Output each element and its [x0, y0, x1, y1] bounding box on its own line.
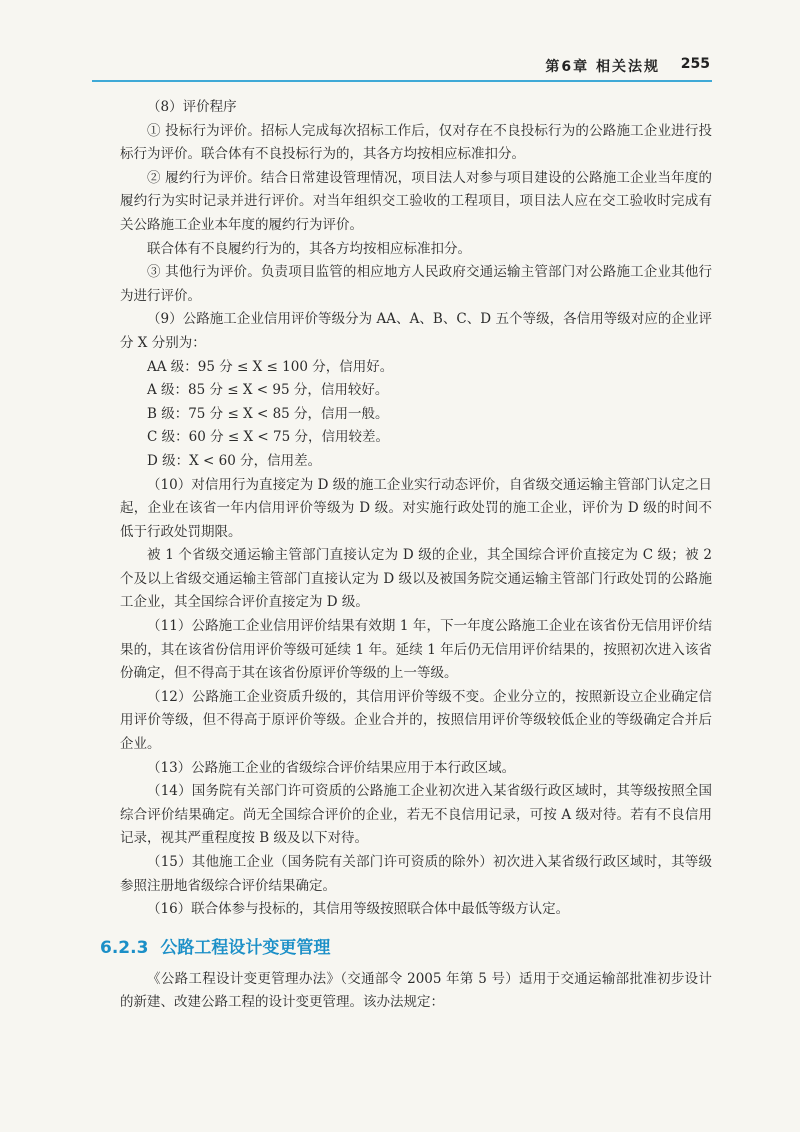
paragraph: A 级：85 分 ≤ X < 95 分，信用较好。 [147, 382, 389, 399]
paragraph: （14）国务院有关部门许可资质的公路施工企业初次进入某省级行政区域时，其等级按照全国综合评价结果确定。尚无全国综合评价的企业，若无不良信用记录，可按 A 级对待。若有不良信用记录，视其严重程度按 B 级及以下对待。 [120, 783, 712, 847]
paragraph: 《公路工程设计变更管理办法》（交通部令 2005 年第 5 号）适用于交通运输部批准初步设计的新建、改建公路工程的设计变更管理。该办法规定： [120, 970, 712, 1011]
paragraph: 被 1 个省级交通运输主管部门直接认定为 D 级的企业，其全国综合评价直接定为 C 级；被 2 个及以上省级交通运输主管部门直接认定为 D 级以及被国务院交通运输主管部门行政处罚的公路施工企业，其全国综合评价直接定为 D 级。 [120, 547, 712, 611]
paragraph: ① 投标行为评价。招标人完成每次招标工作后，仅对存在不良投标行为的公路施工企业进行投标行为评价。联合体有不良投标行为的，其各方均按相应标准扣分。 [120, 122, 712, 163]
paragraph: （15）其他施工企业（国务院有关部门许可资质的除外）初次进入某省级行政区域时，其等级参照注册地省级综合评价结果确定。 [120, 854, 712, 894]
paragraph: （16）联合体参与投标的，其信用等级按照联合体中最低等级方认定。 [147, 901, 570, 918]
section-heading [100, 934, 712, 962]
paragraph: ③ 其他行为评价。负责项目监管的相应地方人民政府交通运输主管部门对公路施工企业其他行为进行评价。 [120, 264, 712, 304]
paragraph: （11）公路施工企业信用评价结果有效期 1 年，下一年度公路施工企业在该省份无信用评价结果的，其在该省份信用评价等级可延续 1 年。延续 1 年后仍无信用评价结果的，按照初次进入该省份确定，但不得高于其在该省份原评价等级的上一等级。 [120, 618, 712, 682]
chapter-title: 第6章 相关法规 [545, 59, 660, 75]
paragraph: AA 级：95 分 ≤ X ≤ 100 分，信用好。 [147, 358, 394, 375]
paragraph: （10）对信用行为直接定为 D 级的施工企业实行动态评价，自省级交通运输主管部门认定之日起，企业在该省一年内信用评价等级为 D 级。对实施行政处罚的施工企业，评价为 D 级的时间不低于行政处罚期限。 [120, 476, 712, 540]
paragraph: C 级：60 分 ≤ X < 75 分，信用较差。 [147, 429, 389, 446]
page-number: 255 [680, 56, 710, 72]
paragraph: ② 履约行为评价。结合日常建设管理情况，项目法人对参与项目建设的公路施工企业当年度的履约行为实时记录并进行评价。对当年组织交工验收的工程项目，项目法人应在交工验收时完成有关公路施工企业本年度的履约行为评价。 [120, 169, 712, 233]
paragraph: B 级：75 分 ≤ X < 85 分，信用一般。 [147, 405, 389, 422]
paragraph: （8）评价程序 [147, 99, 237, 115]
paragraph: （12）公路施工企业资质升级的，其信用评价等级不变。企业分立的，按照新设立企业确定信用评价等级，但不得高于原评价等级。企业合并的，按照信用评价等级较低企业的等级确定合并后企业。 [120, 688, 712, 753]
paragraph: （9）公路施工企业信用评价等级分为 AA、A、B、C、D 五个等级，各信用等级对应的企业评分 X 分别为： [120, 311, 712, 351]
paragraph: （13）公路施工企业的省级综合评价结果应用于本行政区域。 [147, 759, 516, 776]
running-header [0, 52, 800, 78]
body-text [100, 96, 712, 1015]
paragraph: 联合体有不良履约行为的，其各方均按相应标准扣分。 [147, 240, 471, 257]
section-title: 公路工程设计变更管理 [160, 937, 331, 958]
paragraph: D 级：X < 60 分，信用差。 [147, 452, 322, 469]
section-number: 6.2.3 [100, 937, 149, 958]
header-divider [92, 80, 712, 82]
